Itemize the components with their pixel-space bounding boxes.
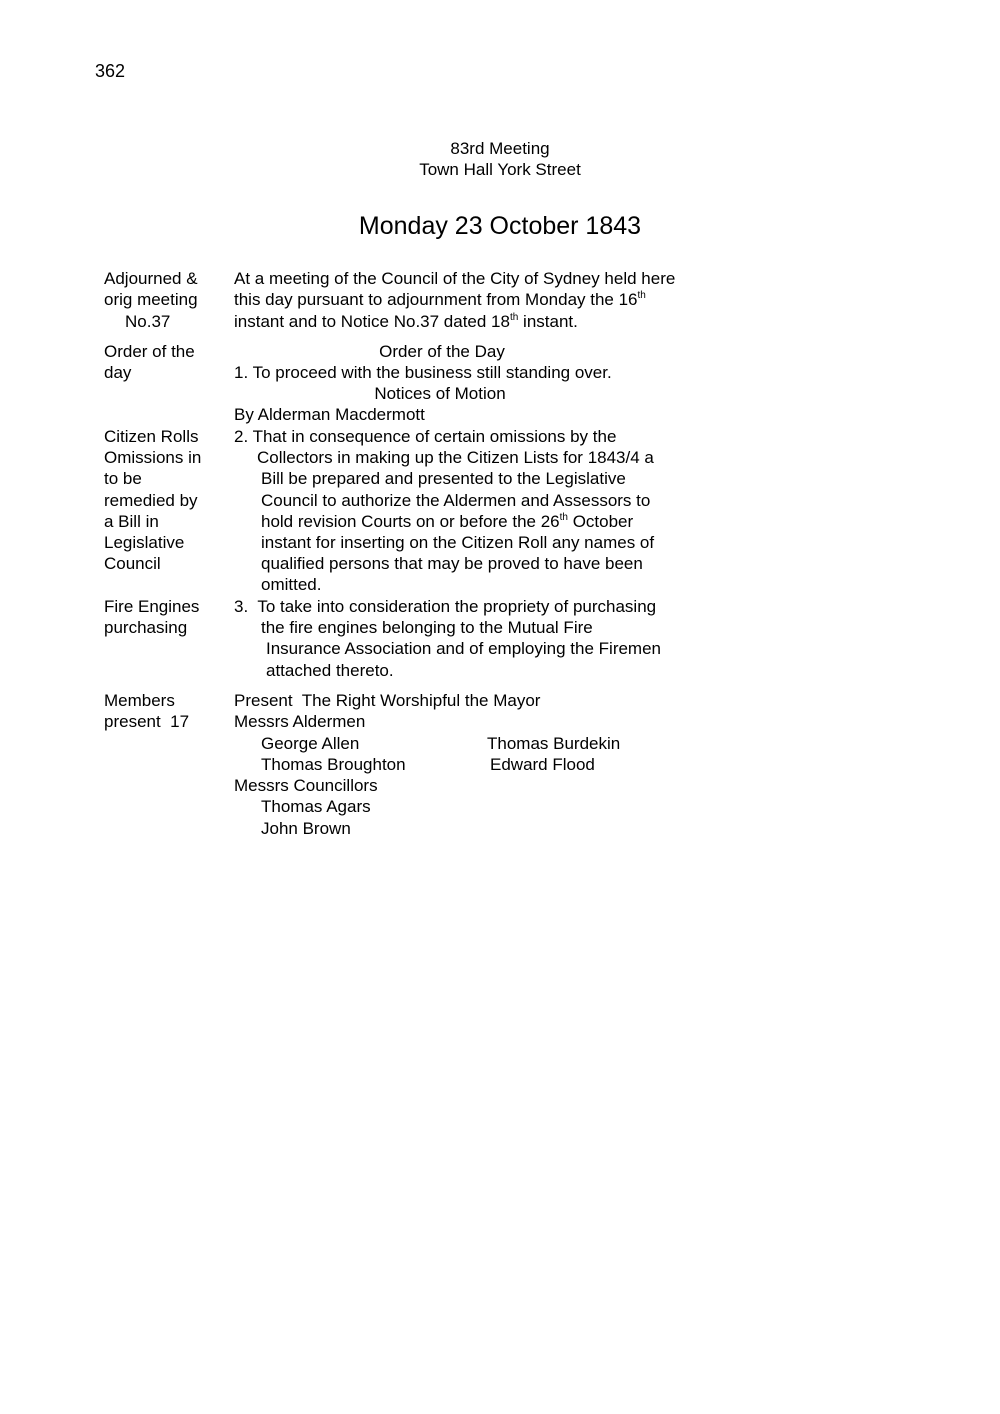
motion-line: the fire engines belonging to the Mutual Fire bbox=[261, 618, 593, 637]
councillor-name: John Brown bbox=[261, 819, 351, 838]
margin-note-line: a Bill in bbox=[104, 512, 159, 531]
page-number: 362 bbox=[95, 61, 126, 81]
superscript: th bbox=[509, 312, 519, 323]
superscript: th bbox=[637, 290, 646, 301]
councillor-name: Thomas Agars bbox=[261, 797, 371, 816]
superscript: th bbox=[559, 512, 568, 523]
motion-line: 2. That in consequence of certain omissions by the bbox=[234, 427, 617, 446]
motion-line: Collectors in making up the Citizen Lists for 1843/4 a bbox=[257, 448, 654, 467]
margin-note-line: present 17 bbox=[104, 712, 190, 731]
motion-line: attached thereto. bbox=[266, 661, 394, 680]
margin-note-line: remedied by bbox=[104, 491, 198, 510]
alderman-name: Edward Flood bbox=[490, 755, 595, 774]
margin-note-line: Omissions in bbox=[104, 448, 202, 467]
councillors-heading: Messrs Councillors bbox=[234, 776, 378, 795]
margin-note-line: Legislative bbox=[104, 533, 185, 552]
motion-line: hold revision Courts on or before the 26th October bbox=[261, 512, 634, 531]
margin-note-line: No.37 bbox=[125, 312, 171, 331]
alderman-name: Thomas Broughton bbox=[261, 755, 406, 774]
motion-line: 3. To take into consideration the propriety of purchasing bbox=[234, 597, 657, 616]
margin-note-line: Order of the bbox=[104, 342, 195, 361]
margin-note-line: Citizen Rolls bbox=[104, 427, 199, 446]
intro-line: instant and to Notice No.37 dated 18th instant. bbox=[234, 312, 578, 331]
margin-note-line: purchasing bbox=[104, 618, 188, 637]
motion-line: instant for inserting on the Citizen Roll any names of bbox=[261, 533, 655, 552]
mover-line: By Alderman Macdermott bbox=[234, 405, 425, 424]
motion-line: Insurance Association and of employing the Firemen bbox=[266, 639, 662, 658]
meeting-number: 83rd Meeting bbox=[450, 139, 550, 158]
motion-line: omitted. bbox=[261, 575, 322, 594]
margin-note-line: Adjourned & bbox=[104, 269, 198, 288]
notices-of-motion-heading: Notices of Motion bbox=[374, 384, 506, 403]
intro-line: this day pursuant to adjournment from Monday the 16th bbox=[234, 290, 646, 309]
present-line: Present The Right Worshipful the Mayor bbox=[234, 691, 541, 710]
margin-note-line: orig meeting bbox=[104, 290, 198, 309]
motion-line: qualified persons that may be proved to have been bbox=[261, 554, 643, 573]
margin-note-line: to be bbox=[104, 469, 142, 488]
meeting-location: Town Hall York Street bbox=[419, 160, 581, 179]
margin-note-line: day bbox=[104, 363, 132, 382]
aldermen-heading: Messrs Aldermen bbox=[234, 712, 366, 731]
margin-note-line: Council bbox=[104, 554, 161, 573]
motion-line: Bill be prepared and presented to the Legislative bbox=[261, 469, 626, 488]
intro-line: At a meeting of the Council of the City of Sydney held here bbox=[234, 269, 676, 288]
order-item-1: 1. To proceed with the business still standing over. bbox=[234, 363, 612, 382]
meeting-date: Monday 23 October 1843 bbox=[358, 212, 642, 240]
margin-note-line: Fire Engines bbox=[104, 597, 200, 616]
margin-note-line: Members bbox=[104, 691, 175, 710]
alderman-name: Thomas Burdekin bbox=[487, 734, 621, 753]
alderman-name: George Allen bbox=[261, 734, 360, 753]
motion-line: Council to authorize the Aldermen and Assessors to bbox=[261, 491, 651, 510]
order-of-day-heading: Order of the Day bbox=[379, 342, 505, 361]
